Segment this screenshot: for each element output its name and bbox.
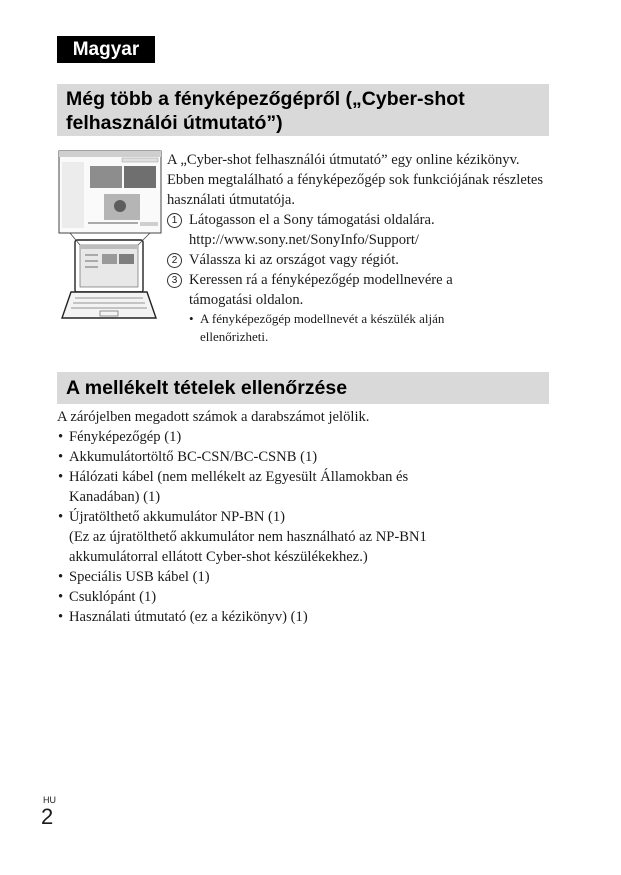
item-text: Hálózati kábel (nem mellékelt az Egyesült Államokban és — [69, 469, 409, 485]
bullet: • — [58, 449, 64, 465]
section-header-supplied-items: A mellékelt tételek ellenőrzése — [57, 372, 549, 404]
supplied-items-lead: A zárójelben megadott számok a darabszámot jelölik. — [57, 409, 370, 425]
model-name-note — [189, 310, 549, 346]
laptop-with-manual-icon — [58, 150, 162, 325]
bullet: • — [58, 429, 64, 445]
item-text-continued: Kanadában) (1) — [69, 489, 161, 505]
laptop-screen-text — [85, 260, 98, 262]
callout-line — [138, 233, 150, 245]
steps-list — [167, 210, 549, 346]
section-title-line: Még több a fényképezőgépről („Cyber-shot — [66, 88, 465, 110]
item-text: Újratölthető akkumulátor NP-BN (1) — [69, 509, 286, 525]
page-number: 2 — [41, 804, 54, 829]
manual-page-photo — [90, 166, 122, 188]
list-item — [57, 447, 549, 467]
laptop-base — [62, 292, 156, 318]
step-item — [167, 270, 549, 310]
manual-page-header — [59, 151, 161, 157]
list-item — [57, 587, 549, 607]
step-text: Látogasson el a Sony támogatási oldalára. — [189, 212, 435, 228]
item-text: Akkumulátortöltő BC-CSN/BC-CSNB (1) — [69, 449, 318, 465]
laptop-screen-photo — [119, 254, 134, 264]
supplied-items — [57, 407, 549, 627]
step-number: 3 — [167, 273, 182, 288]
manual-page-tab — [122, 158, 158, 162]
list-item — [57, 607, 549, 627]
item-text: Fényképezőgép (1) — [69, 429, 182, 445]
note-text: A fényképezőgép modellnevét a készülék alján — [200, 311, 445, 326]
step-text: Válassza ki az országot vagy régiót. — [189, 252, 399, 268]
bullet: • — [189, 311, 194, 326]
step-text: támogatási oldalon. — [189, 292, 304, 308]
item-text: Használati útmutató (ez a kézikönyv) (1) — [69, 609, 308, 625]
manual-page-photo-subject — [114, 200, 126, 212]
item-text: Csuklópánt (1) — [69, 589, 157, 605]
laptop-screen-header — [80, 245, 138, 249]
step-text: Keressen rá a fényképezőgép modellnevére a — [189, 272, 453, 288]
laptop-screen-text — [85, 254, 98, 256]
bullet: • — [58, 569, 64, 585]
step-number: 2 — [167, 253, 182, 268]
list-item — [57, 427, 549, 447]
support-url: http://www.sony.net/SonyInfo/Support/ — [189, 232, 419, 248]
item-text: Speciális USB kábel (1) — [69, 569, 210, 585]
intro-paragraph: A „Cyber-shot felhasználói útmutató” egy online kézikönyv. Ebben megtalálható a fényképezőgép sok funkciójának részletes használati útmutatója. — [167, 152, 544, 208]
list-item — [57, 567, 549, 587]
manual-page-text — [88, 222, 138, 224]
page-language-code: HU — [43, 795, 56, 805]
step-item — [167, 210, 549, 250]
item-text-continued: akkumulátorral ellátott Cyber-shot készülékekhez.) — [69, 549, 368, 565]
bullet: • — [58, 509, 64, 525]
step-number: 1 — [167, 213, 182, 228]
note-text: ellenőrizheti. — [200, 329, 269, 344]
language-tab: Magyar — [57, 36, 155, 63]
bullet: • — [58, 609, 64, 625]
bullet: • — [58, 469, 64, 485]
list-item — [57, 507, 549, 567]
section-title-line: felhasználói útmutató”) — [66, 112, 283, 134]
manual-page-sidebar — [62, 162, 84, 228]
manual-page-logo — [140, 222, 158, 226]
laptop-screen-photo — [102, 254, 117, 264]
step-item — [167, 250, 549, 270]
manual-page-photo — [124, 166, 156, 188]
item-text-continued: (Ez az újratölthető akkumulátor nem használható az NP-BN1 — [69, 529, 427, 545]
list-item — [57, 467, 549, 507]
laptop-screen-text — [85, 266, 98, 268]
section-header-more-info — [57, 84, 549, 136]
bullet: • — [58, 589, 64, 605]
